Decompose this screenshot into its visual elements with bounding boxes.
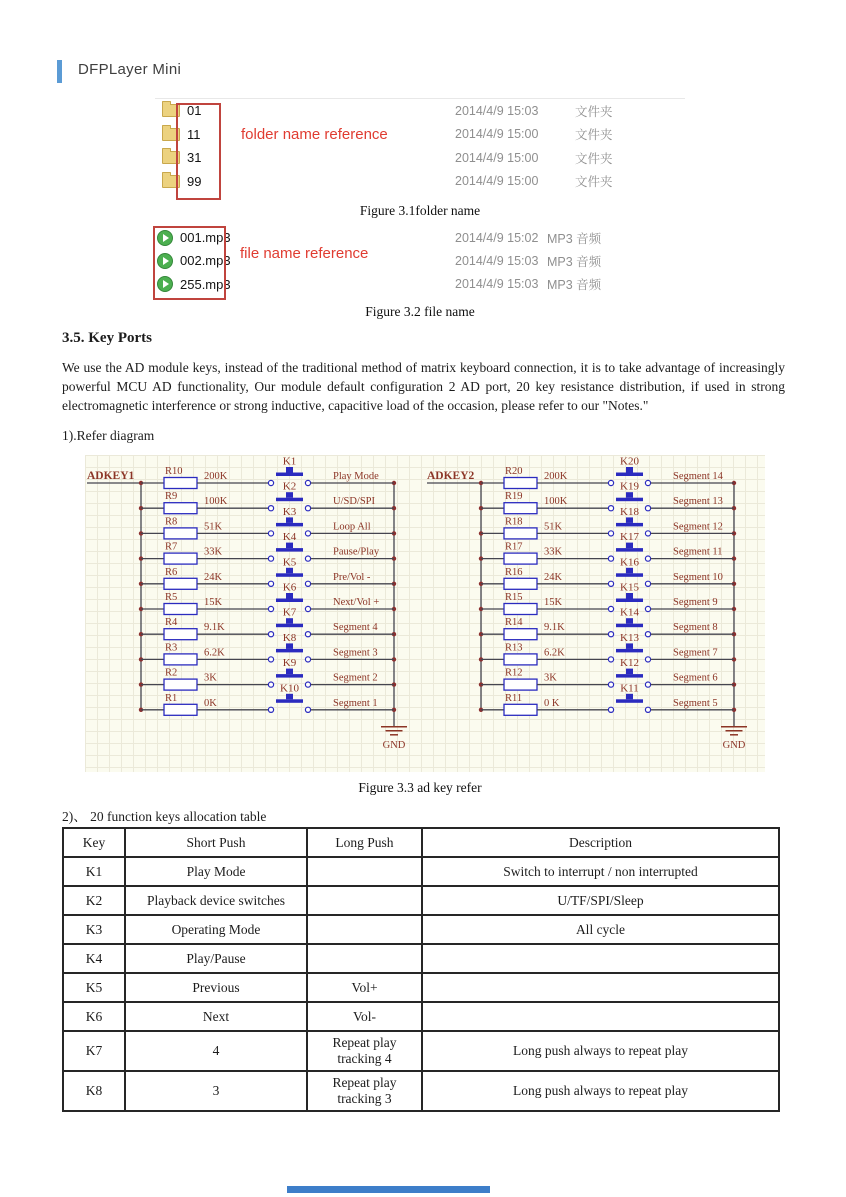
- push-button-symbol: [616, 649, 643, 653]
- table-cell: [307, 915, 422, 944]
- svg-text:R6: R6: [165, 566, 178, 578]
- svg-text:Pause/Play: Pause/Play: [333, 546, 380, 558]
- table-cell: Long push always to repeat play: [422, 1031, 779, 1071]
- file-row: [155, 170, 685, 194]
- file-type: MP3 音频: [547, 231, 602, 246]
- svg-text:9.1K: 9.1K: [544, 622, 565, 634]
- header-accent-bar: [57, 60, 62, 83]
- gnd-symbol: [721, 727, 747, 751]
- svg-text:K3: K3: [282, 505, 297, 518]
- table-header-cell: Short Push: [125, 828, 307, 857]
- table-cell: K1: [63, 857, 125, 886]
- svg-text:Segment 12: Segment 12: [673, 521, 723, 533]
- svg-text:K15: K15: [620, 581, 639, 594]
- file-name: 99: [187, 173, 202, 189]
- svg-text:Segment 7: Segment 7: [673, 647, 718, 659]
- svg-text:K10: K10: [280, 682, 299, 695]
- svg-text:R20: R20: [505, 466, 523, 477]
- table-cell: K7: [63, 1031, 125, 1071]
- resistor-symbol: [164, 604, 197, 615]
- svg-text:0 K: 0 K: [544, 697, 560, 709]
- push-button-symbol: [616, 473, 643, 477]
- svg-text:Next/Vol +: Next/Vol +: [333, 597, 380, 608]
- svg-text:Play Mode: Play Mode: [333, 471, 379, 482]
- svg-text:K16: K16: [620, 556, 639, 569]
- svg-text:24K: 24K: [204, 571, 223, 583]
- svg-text:100K: 100K: [544, 496, 568, 508]
- svg-text:K2: K2: [282, 480, 297, 493]
- svg-text:K7: K7: [282, 606, 297, 619]
- svg-text:Segment 3: Segment 3: [333, 647, 378, 659]
- table-intro: 2)、 20 function keys allocation table: [62, 809, 267, 824]
- push-button-symbol: [616, 599, 643, 603]
- push-button-symbol: [276, 473, 303, 477]
- table-cell: K8: [63, 1071, 125, 1111]
- table-cell: Repeat play tracking 3: [307, 1071, 422, 1111]
- push-button-symbol: [616, 674, 643, 678]
- svg-text:K12: K12: [620, 657, 639, 670]
- push-button-symbol: [276, 599, 303, 603]
- svg-text:R13: R13: [505, 642, 523, 654]
- refer-diagram-label: 1).Refer diagram: [62, 428, 155, 443]
- folder-icon: [162, 175, 180, 188]
- svg-text:K5: K5: [282, 556, 297, 569]
- push-button-symbol: [276, 573, 303, 577]
- svg-text:R1: R1: [165, 692, 178, 704]
- svg-text:R16: R16: [505, 566, 523, 578]
- svg-text:R8: R8: [165, 516, 178, 528]
- file-date: 2014/4/9 15:03: [455, 103, 539, 118]
- adkey-circuit-adkey2: [427, 456, 747, 751]
- svg-text:33K: 33K: [544, 546, 563, 558]
- svg-text:K4: K4: [282, 531, 297, 544]
- push-button-symbol: [616, 498, 643, 502]
- table-cell: Previous: [125, 973, 307, 1002]
- svg-text:9.1K: 9.1K: [204, 622, 225, 634]
- svg-text:R3: R3: [165, 642, 178, 654]
- svg-text:R10: R10: [165, 466, 183, 477]
- file-name-annotation: file name reference: [240, 245, 369, 262]
- key-row-k1: [139, 456, 396, 489]
- svg-text:200K: 200K: [544, 471, 568, 482]
- file-date: 2014/4/9 15:03: [455, 277, 539, 292]
- folder-icon: [162, 151, 180, 164]
- push-button-symbol: [276, 674, 303, 678]
- push-button-symbol: [276, 548, 303, 552]
- section-paragraph: We use the AD module keys, instead of the traditional method of matrix keyboard connection, it is to take advantage of increasingly powerful MCU AD functionality, Our module default configuration 2 AD port, 20 key resistance distribution, if used in strong electromagnetic interference or strong inductive, capacitive load of the occasion, please refer to our "Notes.": [62, 360, 785, 413]
- mp3-play-icon: [157, 253, 173, 269]
- svg-text:R7: R7: [165, 541, 178, 553]
- table-row: [63, 1071, 779, 1111]
- file-name: 002.mp3: [180, 253, 231, 269]
- svg-text:51K: 51K: [204, 521, 223, 533]
- svg-text:100K: 100K: [204, 496, 228, 508]
- mp3-play-icon: [157, 276, 173, 292]
- resistor-symbol: [504, 604, 537, 615]
- push-button-symbol: [616, 573, 643, 577]
- key-row-k20: [479, 456, 736, 489]
- file-name: 255.mp3: [180, 276, 231, 292]
- table-cell: 4: [125, 1031, 307, 1071]
- svg-text:Segment 13: Segment 13: [673, 496, 723, 508]
- figure-3-1-caption: Figure 3.1folder name: [359, 203, 481, 218]
- svg-text:6.2K: 6.2K: [204, 647, 225, 659]
- table-cell: All cycle: [422, 915, 779, 944]
- push-button-symbol: [276, 523, 303, 527]
- svg-text:K9: K9: [282, 657, 297, 670]
- svg-text:R2: R2: [165, 667, 178, 679]
- resistor-symbol: [164, 654, 197, 665]
- table-header-cell: Key: [63, 828, 125, 857]
- svg-text:ADKEY2: ADKEY2: [427, 470, 475, 482]
- svg-text:3K: 3K: [204, 672, 217, 684]
- svg-text:K11: K11: [620, 682, 639, 695]
- push-button-symbol: [276, 624, 303, 628]
- table-row: [63, 973, 779, 1002]
- file-name: 01: [187, 103, 202, 119]
- resistor-symbol: [164, 629, 197, 640]
- resistor-symbol: [504, 478, 537, 489]
- file-date: 2014/4/9 15:03: [455, 253, 539, 268]
- file-type: 文件夹: [575, 104, 613, 119]
- table-cell: [307, 944, 422, 973]
- folder-icon: [162, 128, 180, 141]
- svg-text:K6: K6: [282, 581, 297, 594]
- table-body: [63, 857, 779, 1111]
- svg-text:15K: 15K: [544, 597, 563, 608]
- table-cell: Vol+: [307, 973, 422, 1002]
- file-rows: [155, 226, 685, 296]
- resistor-symbol: [164, 478, 197, 489]
- svg-text:R5: R5: [165, 592, 178, 603]
- svg-text:U/SD/SPI: U/SD/SPI: [333, 496, 376, 508]
- file-type: 文件夹: [575, 151, 613, 166]
- table-cell: Play/Pause: [125, 944, 307, 973]
- section-heading: 3.5. Key Ports: [62, 330, 152, 346]
- function-keys-table: [62, 827, 780, 1112]
- table-cell: [307, 857, 422, 886]
- svg-text:15K: 15K: [204, 597, 223, 608]
- table-cell: Vol-: [307, 1002, 422, 1031]
- table-cell: K6: [63, 1002, 125, 1031]
- resistor-symbol: [164, 503, 197, 514]
- svg-text:Segment 4: Segment 4: [333, 622, 378, 634]
- file-date: 2014/4/9 15:00: [455, 174, 539, 189]
- table-cell: Repeat play tracking 4: [307, 1031, 422, 1071]
- page-title: DFPLayer Mini: [78, 61, 182, 78]
- table-cell: Next: [125, 1002, 307, 1031]
- push-button-symbol: [616, 548, 643, 552]
- resistor-symbol: [504, 629, 537, 640]
- svg-text:Pre/Vol -: Pre/Vol -: [333, 571, 371, 583]
- file-row: [155, 226, 685, 249]
- svg-text:R11: R11: [505, 692, 523, 704]
- file-row: [155, 273, 685, 296]
- table-cell: U/TF/SPI/Sleep: [422, 886, 779, 915]
- table-cell: [422, 973, 779, 1002]
- table-header-cell: Long Push: [307, 828, 422, 857]
- resistor-symbol: [504, 503, 537, 514]
- svg-text:K8: K8: [282, 631, 297, 644]
- resistor-symbol: [164, 578, 197, 589]
- svg-text:Segment 9: Segment 9: [673, 597, 718, 608]
- push-button-symbol: [616, 699, 643, 703]
- svg-text:K19: K19: [620, 480, 639, 493]
- svg-text:K14: K14: [620, 606, 639, 619]
- svg-text:R17: R17: [505, 541, 523, 553]
- folder-listing: [155, 98, 685, 200]
- table-header-cell: Description: [422, 828, 779, 857]
- table-cell: Switch to interrupt / non interrupted: [422, 857, 779, 886]
- table-header-row: [63, 828, 779, 857]
- table-cell: 3: [125, 1071, 307, 1111]
- svg-text:Segment 14: Segment 14: [673, 471, 723, 482]
- gnd-symbol: [381, 727, 407, 751]
- svg-text:0K: 0K: [204, 697, 217, 709]
- file-name: 11: [187, 126, 201, 142]
- resistor-symbol: [504, 578, 537, 589]
- svg-text:R15: R15: [505, 592, 523, 603]
- table-row: [63, 944, 779, 973]
- folder-icon: [162, 104, 180, 117]
- svg-text:6.2K: 6.2K: [544, 647, 565, 659]
- svg-text:Segment 5: Segment 5: [673, 697, 718, 709]
- file-type: 文件夹: [575, 175, 613, 190]
- svg-text:K20: K20: [620, 455, 639, 468]
- file-name: 001.mp3: [180, 230, 231, 246]
- file-type: MP3 音频: [547, 254, 602, 269]
- svg-text:R4: R4: [165, 617, 178, 629]
- svg-text:K17: K17: [620, 531, 639, 544]
- table-row: [63, 857, 779, 886]
- svg-text:K13: K13: [620, 631, 639, 644]
- svg-text:3K: 3K: [544, 672, 557, 684]
- svg-text:ADKEY1: ADKEY1: [87, 470, 135, 482]
- table-cell: K5: [63, 973, 125, 1002]
- file-row: [155, 146, 685, 170]
- push-button-symbol: [276, 699, 303, 703]
- file-type: MP3 音频: [547, 278, 602, 293]
- svg-text:Segment 8: Segment 8: [673, 622, 718, 634]
- ad-key-schematic-svg: [85, 455, 765, 772]
- footer-bar: [287, 1186, 490, 1193]
- svg-text:Segment 1: Segment 1: [333, 697, 378, 709]
- resistor-symbol: [504, 679, 537, 690]
- svg-text:R12: R12: [505, 667, 523, 679]
- figure-3-3-caption: Figure 3.3 ad key refer: [358, 780, 482, 795]
- svg-text:Segment 6: Segment 6: [673, 672, 718, 684]
- resistor-symbol: [164, 553, 197, 564]
- adkey-circuit-adkey1: [87, 456, 407, 751]
- table-cell: [422, 1002, 779, 1031]
- ad-key-schematic: [85, 455, 765, 772]
- file-row: [155, 123, 685, 147]
- svg-text:Segment 2: Segment 2: [333, 672, 378, 684]
- svg-text:R14: R14: [505, 617, 523, 629]
- svg-text:Segment 11: Segment 11: [673, 546, 723, 558]
- resistor-symbol: [504, 553, 537, 564]
- resistor-symbol: [504, 704, 537, 715]
- table-cell: [307, 886, 422, 915]
- svg-text:R18: R18: [505, 516, 523, 528]
- file-date: 2014/4/9 15:02: [455, 230, 539, 245]
- table-row: [63, 1002, 779, 1031]
- table-cell: [422, 944, 779, 973]
- svg-text:51K: 51K: [544, 521, 563, 533]
- file-row: [155, 249, 685, 272]
- file-date: 2014/4/9 15:00: [455, 150, 539, 165]
- resistor-symbol: [164, 679, 197, 690]
- file-type: 文件夹: [575, 128, 613, 143]
- push-button-symbol: [616, 624, 643, 628]
- svg-text:GND: GND: [382, 739, 406, 751]
- table-cell: K4: [63, 944, 125, 973]
- svg-text:GND: GND: [722, 739, 746, 751]
- svg-text:R9: R9: [165, 491, 178, 503]
- svg-text:Loop All: Loop All: [333, 521, 371, 533]
- resistor-symbol: [164, 704, 197, 715]
- resistor-symbol: [504, 654, 537, 665]
- file-row: [155, 99, 685, 123]
- push-button-symbol: [276, 498, 303, 502]
- push-button-symbol: [276, 649, 303, 653]
- table-row: [63, 915, 779, 944]
- svg-text:24K: 24K: [544, 571, 563, 583]
- svg-text:200K: 200K: [204, 471, 228, 482]
- resistor-symbol: [504, 528, 537, 539]
- svg-text:K18: K18: [620, 505, 639, 518]
- svg-text:K1: K1: [282, 455, 297, 468]
- file-date: 2014/4/9 15:00: [455, 127, 539, 142]
- file-name: 31: [187, 150, 202, 166]
- push-button-symbol: [616, 523, 643, 527]
- table-head: [63, 828, 779, 857]
- table-cell: K2: [63, 886, 125, 915]
- resistor-symbol: [164, 528, 197, 539]
- table-cell: Long push always to repeat play: [422, 1071, 779, 1111]
- figure-3-2-caption: Figure 3.2 file name: [365, 304, 475, 319]
- table-cell: K3: [63, 915, 125, 944]
- mp3-play-icon: [157, 230, 173, 246]
- file-listing: [155, 226, 685, 298]
- folder-name-annotation: folder name reference: [241, 126, 388, 143]
- table-row: [63, 886, 779, 915]
- svg-text:33K: 33K: [204, 546, 223, 558]
- table-row: [63, 1031, 779, 1071]
- svg-text:Segment 10: Segment 10: [673, 571, 723, 583]
- table-cell: Playback device switches: [125, 886, 307, 915]
- table-cell: Operating Mode: [125, 915, 307, 944]
- table-cell: Play Mode: [125, 857, 307, 886]
- svg-text:R19: R19: [505, 491, 523, 503]
- folder-rows: [155, 99, 685, 193]
